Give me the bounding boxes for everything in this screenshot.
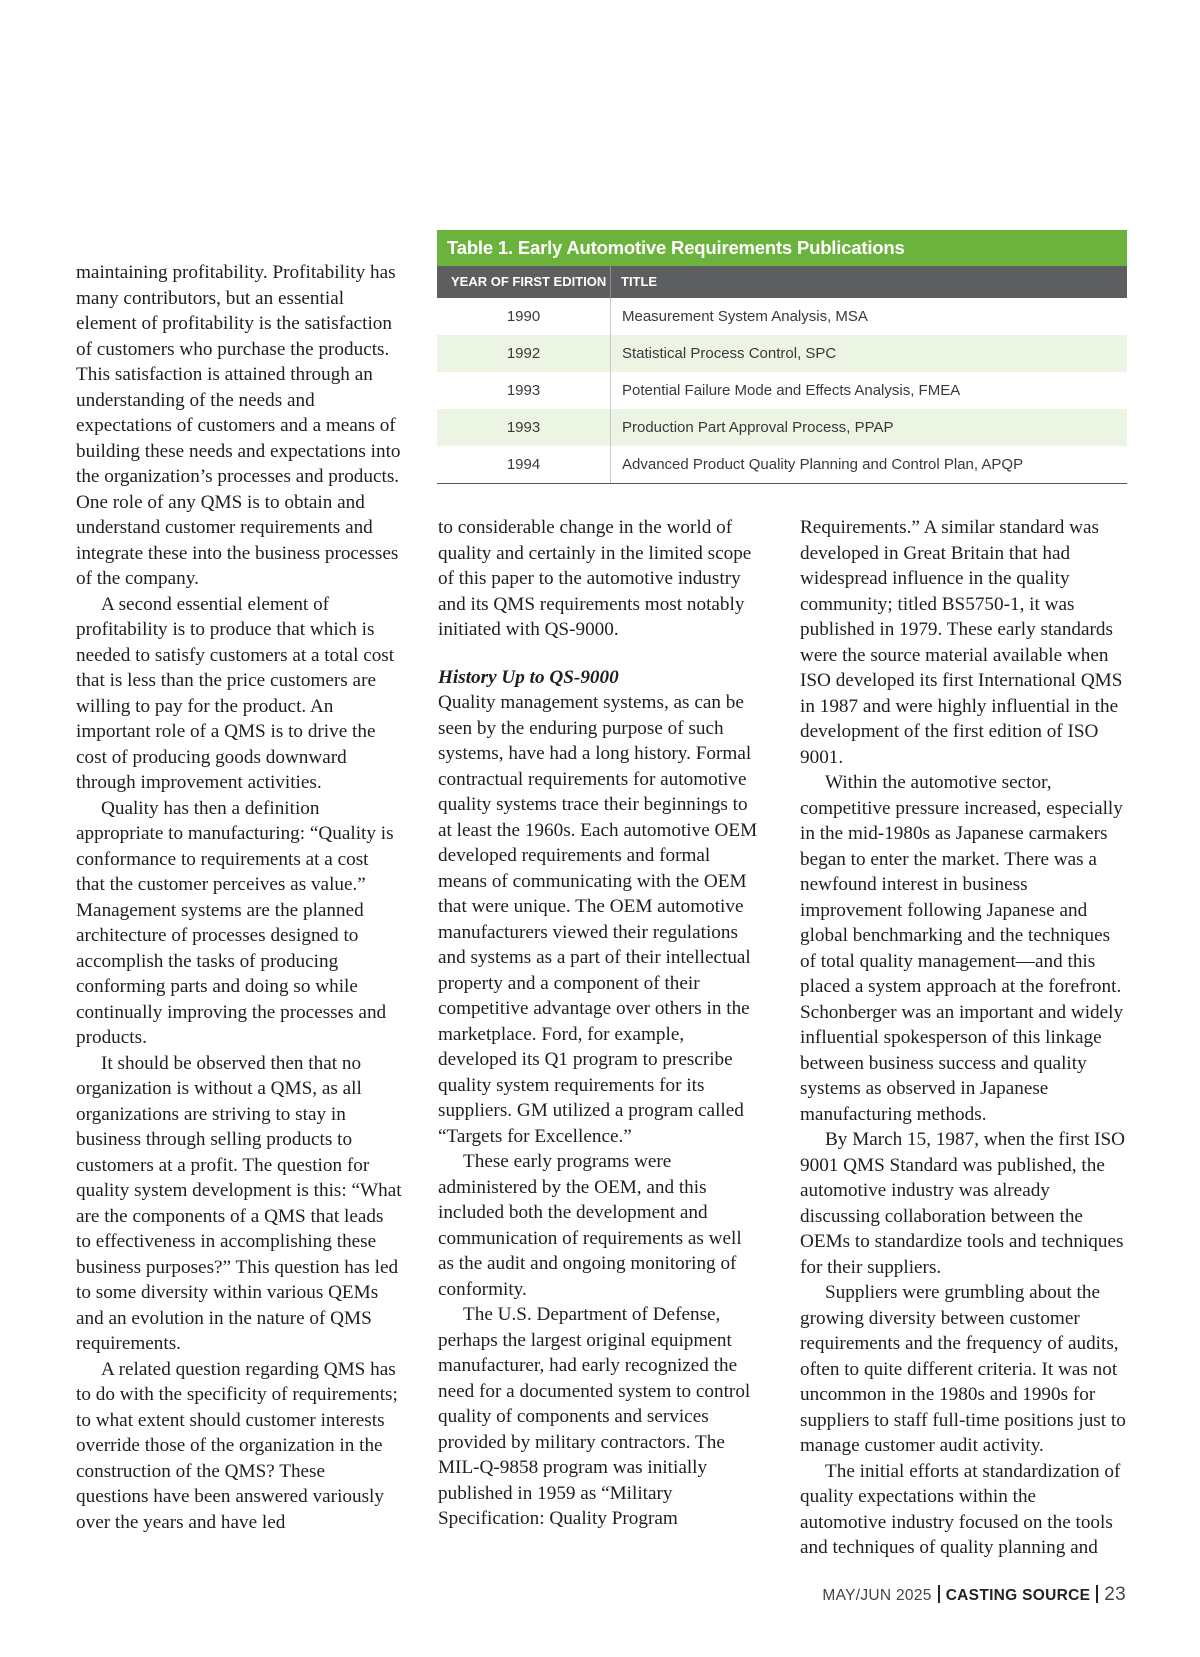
publications-table: [437, 230, 1127, 484]
paragraph: Quality management systems, as can be seen by the enduring purpose of such systems, have had a long history. Formal contractual requirements for automotive quality systems trace their beginnings to at least the 1960s. Each automotive OEM developed requirements and formal means of communicating with the OEM that were unique. The OEM automotive manufacturers viewed their regulations and systems as a part of their intellectual property and a component of their competitive advantage over others in the marketplace. Ford, for example, developed its Q1 program to prescribe quality system requirements for its suppliers. GM utilized a program called “Targets for Excellence.”: [438, 692, 758, 1147]
paragraph: A related question regarding QMS has to do with the specificity of requirements; to what extent should customer interests override those of the organization in the construction of the QMS? These questions have been answered variously over the years and have led: [76, 1358, 398, 1533]
cell-year: 1993: [437, 409, 611, 446]
paragraph: A second essential element of profitability is to produce that which is needed to satisfy customers at a total cost that is less than the price customers are willing to pay for the product. An important role of a QMS is to drive the cost of producing goods downward through improvement activities.: [76, 593, 395, 793]
cell-title: Potential Failure Mode and Effects Analysis, FMEA: [622, 382, 961, 399]
cell-year: 1992: [437, 335, 611, 372]
text-column-1: [76, 260, 402, 1535]
table-row: [437, 372, 1127, 409]
paragraph: It should be observed then that no organization is without a QMS, as all organizations are striving to stay in business through selling products to customers at a profit. The question for quality system development is this: “What are the components of a QMS that leads to effectiveness in accomplishing these business purposes?” This question has led to some diversity within various QEMs and an evolution in the nature of QMS requirements.: [76, 1052, 402, 1354]
cell-year: 1994: [437, 446, 611, 483]
footer-divider: [1096, 1585, 1098, 1603]
issue-date: MAY/JUN 2025: [822, 1587, 932, 1604]
paragraph: Suppliers were grumbling about the growing diversity between customer requirements and the frequency of audits, often to quite different criteria. It was not uncommon in the 1980s and 1990s for suppliers to staff full-time positions just to manage customer audit activity.: [800, 1282, 1126, 1456]
table-title: Table 1. Early Automotive Requirements Publications: [437, 230, 1127, 266]
cell-year: 1993: [437, 372, 611, 409]
paragraph: Requirements.” A similar standard was developed in Great Britain that had widespread influence in the quality community; titled BS5750-1, it was published in 1979. These early standards were the source material available when ISO developed its first International QMS in 1987 and were highly influential in the development of the first edition of ISO 9001.: [800, 517, 1123, 768]
cell-title: Statistical Process Control, SPC: [622, 345, 837, 362]
paragraph: The initial efforts at standardization of quality expectations within the automotive industry focused on the tools and techniques of quality planning and: [800, 1460, 1121, 1558]
paragraph: to considerable change in the world of quality and certainly in the limited scope of this paper to the automotive industry and its QMS requirements most notably initiated with QS-9000.: [438, 517, 752, 640]
table-row: [437, 335, 1127, 372]
page-number: 23: [1104, 1584, 1126, 1605]
paragraph: Within the automotive sector, competitive pressure increased, especially in the mid-1980s as Japanese carmakers began to enter the market. There was a newfound interest in business improvement following Japanese and global benchmarking and the techniques of total quality management—and this placed a system approach at the forefront. Schonberger was an important and widely influential spokesperson of this linkage between business success and quality systems as observed in Japanese manufacturing methods.: [800, 772, 1124, 1125]
header-title: TITLE: [621, 274, 658, 289]
table-row: [437, 446, 1127, 484]
header-year: YEAR OF FIRST EDITION: [437, 266, 611, 298]
cell-title: Measurement System Analysis, MSA: [622, 308, 868, 325]
text-column-3: [800, 515, 1126, 1561]
page-footer: [822, 1584, 1126, 1606]
cell-year: 1990: [437, 298, 611, 335]
section-heading: History Up to QS-9000: [438, 666, 619, 688]
table-header-row: [437, 266, 1127, 298]
text-column-2: [438, 515, 758, 1532]
cell-title: Advanced Product Quality Planning and Control Plan, APQP: [622, 456, 1024, 473]
footer-divider: [938, 1585, 940, 1603]
paragraph: By March 15, 1987, when the first ISO 9001 QMS Standard was published, the automotive industry was already discussing collaboration between the OEMs to standardize tools and techniques for their suppliers.: [800, 1129, 1126, 1278]
paragraph: The U.S. Department of Defense, perhaps the largest original equipment manufacturer, had early recognized the need for a documented system to control quality of components and services provided by military contractors. The MIL-Q-9858 program was initially published in 1959 as “Military Specification: Quality Program: [438, 1304, 751, 1529]
paragraph: These early programs were administered by the OEM, and this included both the development and communication of requirements as well as the audit and ongoing monitoring of conformity.: [438, 1151, 742, 1300]
paragraph: maintaining profitability. Profitability has many contributors, but an essential element of profitability is the satisfaction of customers who purchase the products. This satisfaction is attained through an understanding of the needs and expectations of customers and a means of building these needs and expectations into the organization’s processes and products. One role of any QMS is to obtain and understand customer requirements and integrate these into the business processes of the company.: [76, 262, 401, 589]
table-row: [437, 298, 1127, 335]
table-row: [437, 409, 1127, 446]
magazine-name: CASTING SOURCE: [945, 1587, 1091, 1604]
cell-title: Production Part Approval Process, PPAP: [622, 419, 894, 436]
paragraph: Quality has then a definition appropriate to manufacturing: “Quality is conformance to requirements at a cost that the customer perceives as value.” Management systems are the planned architecture of processes designed to accomplish the tasks of producing conforming parts and doing so while continually improving the processes and products.: [76, 797, 394, 1048]
